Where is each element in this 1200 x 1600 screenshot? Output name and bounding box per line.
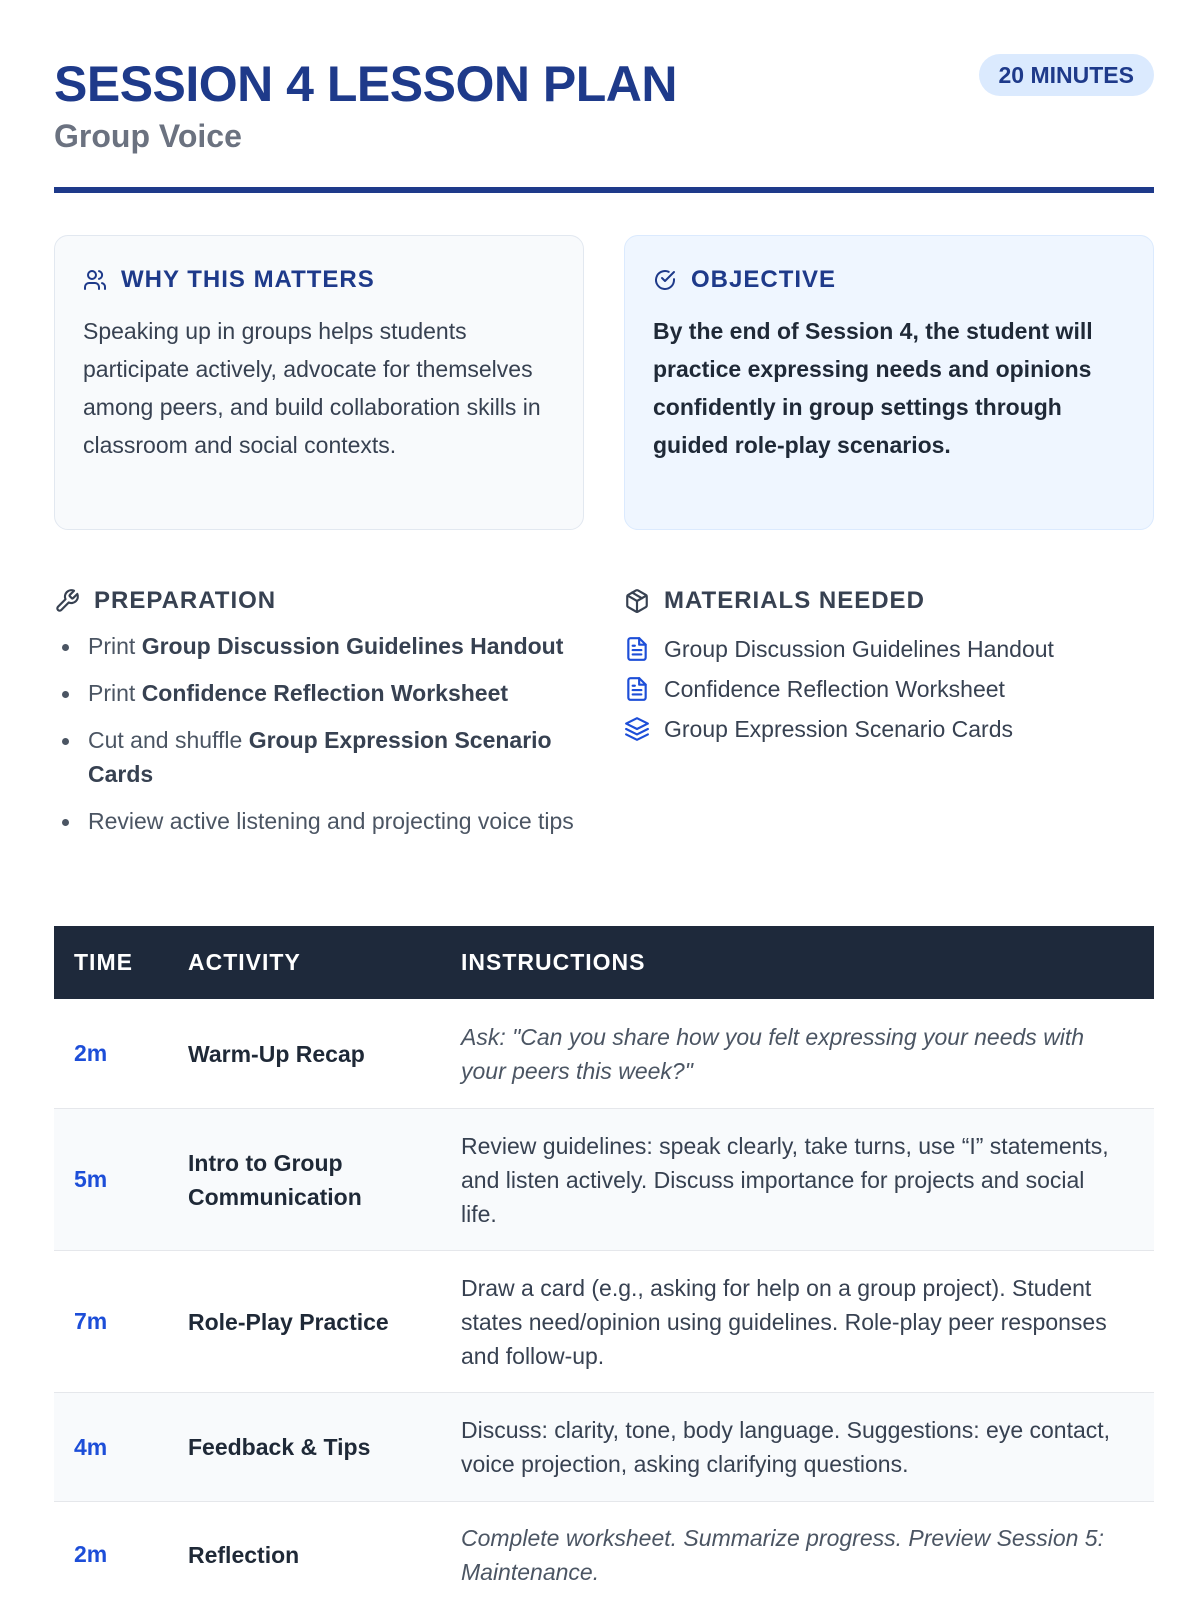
material-label: Group Discussion Guidelines Handout (664, 635, 1054, 662)
row-activity: Role-Play Practice (188, 1308, 389, 1335)
why-card-title: WHY THIS MATTERS (121, 266, 375, 293)
materials-section (624, 585, 1154, 749)
objective-card (624, 235, 1154, 530)
duration-badge: 20 MINUTES (979, 54, 1154, 96)
material-item (624, 629, 1154, 669)
lesson-plan-page (54, 0, 1154, 1600)
why-card-header (83, 264, 555, 296)
document-icon (624, 636, 650, 662)
row-activity: Feedback & Tips (188, 1434, 371, 1460)
table-row (54, 1502, 1154, 1600)
row-time: 5m (74, 1166, 108, 1192)
header (54, 52, 1154, 192)
row-activity: Warm-Up Recap (188, 1040, 365, 1067)
row-activity: Reflection (188, 1541, 300, 1568)
row-instructions: Draw a card (e.g., asking for help on a group project). Student states need/opinion using guidelines. Role-play peer responses and follow-up. (461, 1274, 1107, 1369)
material-label: Group Expression Scenario Cards (664, 715, 1013, 742)
row-instructions: Review guidelines: speak clearly, take turns, use “I” statements, and listen actively. Discuss importance for projects and social life. (461, 1132, 1109, 1227)
preparation-list (54, 629, 584, 838)
why-this-matters-card (54, 235, 584, 530)
header-divider (54, 187, 1154, 193)
row-activity: Intro to Group Communication (188, 1149, 362, 1210)
page-subtitle: Group Voice (54, 118, 242, 154)
why-card-body: Speaking up in groups helps students participate actively, advocate for themselves among peers, and build collaboration skills in classroom and social contexts. (83, 318, 541, 458)
material-label: Confidence Reflection Worksheet (664, 675, 1005, 702)
package-icon (624, 588, 650, 614)
table-row (54, 1251, 1154, 1393)
row-instructions: Discuss: clarity, tone, body language. Suggestions: eye contact, voice projection, asking clarifying questions. (461, 1417, 1111, 1477)
materials-title: MATERIALS NEEDED (664, 587, 925, 614)
row-time: 2m (74, 1541, 108, 1567)
header-instructions: INSTRUCTIONS (461, 949, 646, 975)
users-icon (83, 268, 107, 292)
preparation-header (54, 585, 584, 617)
prep-item: Cut and shuffle Group Expression Scenario Cards (54, 723, 584, 791)
layers-icon (624, 716, 650, 742)
header-activity: ACTIVITY (188, 949, 301, 975)
table-header (54, 926, 1154, 999)
wrench-icon (54, 588, 80, 614)
prep-item: Print Confidence Reflection Worksheet (54, 676, 584, 710)
table-row (54, 999, 1154, 1109)
table-row (54, 1109, 1154, 1251)
document-icon (624, 676, 650, 702)
material-item (624, 709, 1154, 749)
row-time: 2m (74, 1040, 108, 1066)
prep-item: Print Group Discussion Guidelines Handout (54, 629, 584, 663)
check-circle-icon (653, 268, 677, 292)
header-time: TIME (74, 949, 133, 975)
row-time: 4m (74, 1433, 108, 1460)
table-row (54, 1393, 1154, 1502)
prep-item: Review active listening and projecting voice tips (54, 804, 584, 838)
page-title: SESSION 4 LESSON PLAN (54, 56, 677, 112)
row-instructions: Complete worksheet. Summarize progress. Preview Session 5: Maintenance. (461, 1524, 1104, 1585)
materials-header (624, 585, 1154, 617)
material-item (624, 669, 1154, 709)
objective-card-title: OBJECTIVE (691, 266, 837, 293)
row-instructions: Ask: "Can you share how you felt expressing your needs with your peers this week?" (461, 1023, 1085, 1084)
objective-card-body: By the end of Session 4, the student will practice expressing needs and opinions confidently in group settings through guided role-play scenarios. (653, 318, 1093, 458)
objective-card-header (653, 264, 1125, 296)
activity-table (54, 926, 1154, 1600)
row-time: 7m (74, 1308, 108, 1334)
preparation-title: PREPARATION (94, 587, 277, 614)
preparation-section (54, 585, 584, 851)
